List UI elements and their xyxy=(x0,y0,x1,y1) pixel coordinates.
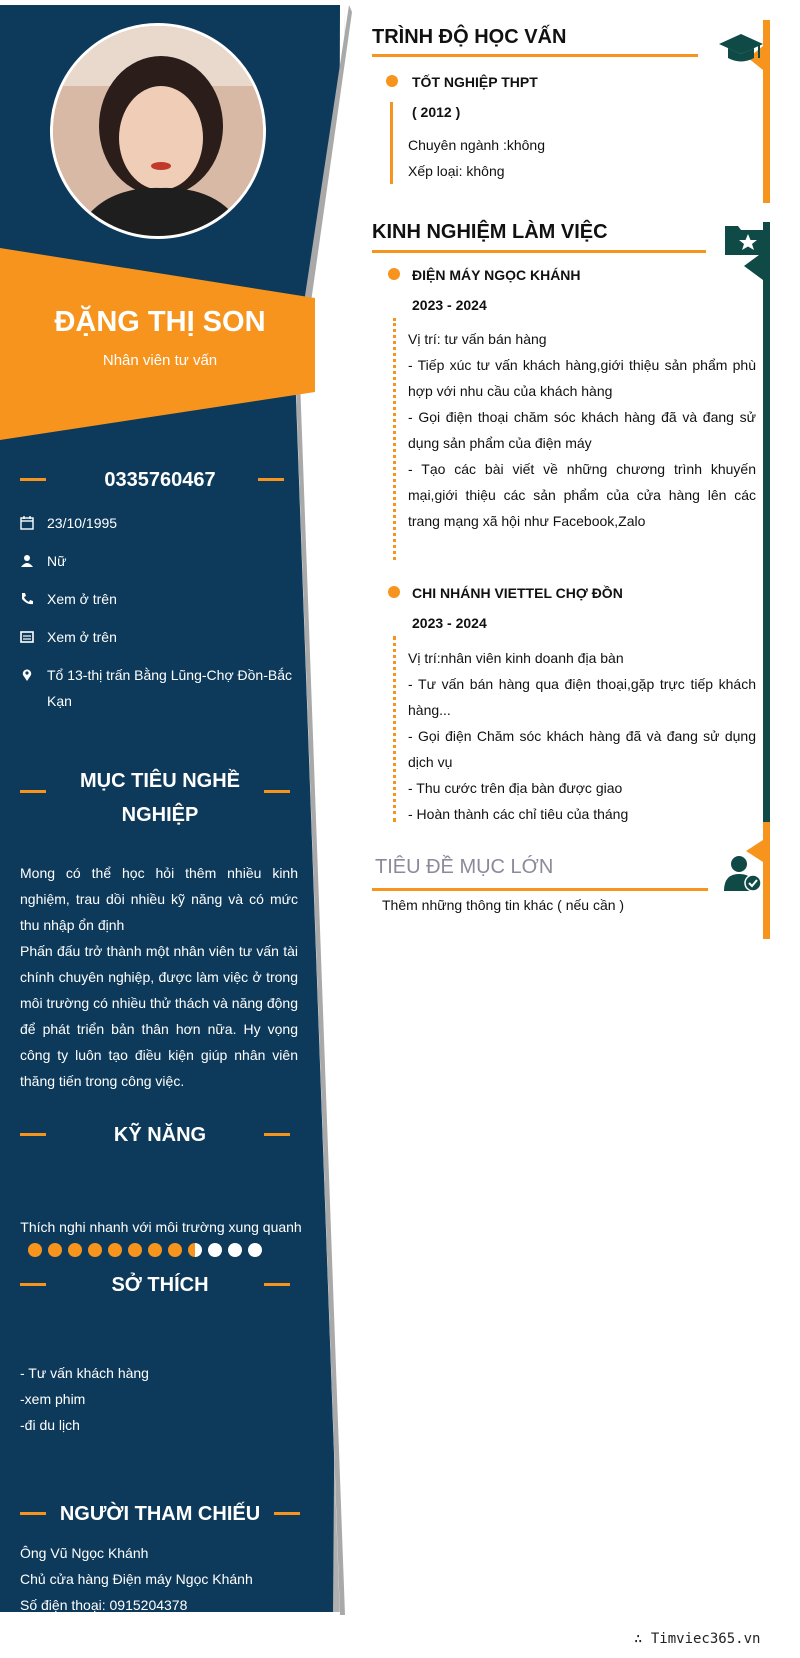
section-underline xyxy=(372,250,706,253)
reference-line: Chủ cửa hàng Điện máy Ngọc Khánh xyxy=(20,1571,253,1587)
job-title: Nhân viên tư vấn xyxy=(102,352,218,369)
email-text: Xem ở trên xyxy=(47,629,117,645)
job-detail: - Gọi điện thoại chăm sóc khách hàng đã và đang sử dụng sản phẩm của điện máy xyxy=(408,409,756,451)
divider-dash xyxy=(258,478,284,481)
job-detail: Vị trí: tư vấn bán hàng xyxy=(408,331,547,347)
experience-title: KINH NGHIỆM LÀM VIỆC xyxy=(372,221,608,243)
objective-title-line1: MỤC TIÊU NGHỀ xyxy=(80,770,240,792)
job-detail: Vị trí:nhân viên kinh doanh địa bàn xyxy=(408,650,624,666)
education-year: ( 2012 ) xyxy=(412,104,461,120)
skill-level-dot xyxy=(148,1243,162,1257)
extra-section-text: Thêm những thông tin khác ( nếu cần ) xyxy=(382,897,625,913)
folder-star-icon xyxy=(724,222,764,256)
objective-text: Mong có thể học hỏi thêm nhiều kinh nghiệm, trau dồi nhiều kỹ năng và có mức thu nhập ổn định Phấn đấu trở thành một nhân viên tư vấn tài chính chuyên nghiệp, được làm việc ở trong môi trường có nhiều thử thách và năng động để phát triển bản thân hơn nữa. Hy vọng công ty luôn tạo điều kiện giúp nhân viên thăng tiến trong công việc. xyxy=(20,865,298,1089)
skill-level-dot xyxy=(88,1243,102,1257)
job-detail: - Hoàn thành các chỉ tiêu của tháng xyxy=(408,806,629,822)
skill-name: Thích nghi nhanh với môi trường xung quanh xyxy=(20,1219,302,1235)
job-detail: - Gọi điện Chăm sóc khách hàng đã và đang sử dụng dịch vụ xyxy=(408,728,756,770)
divider-dash xyxy=(264,1133,290,1136)
section-underline xyxy=(372,888,708,891)
hobby-item: - Tư vấn khách hàng xyxy=(20,1365,149,1381)
timeline-dotted-line xyxy=(393,318,399,560)
timeline-bullet xyxy=(386,75,398,87)
section-underline xyxy=(372,54,698,57)
timeline-bar xyxy=(390,102,393,184)
skill-level-dot xyxy=(68,1243,82,1257)
email-icon xyxy=(20,630,34,644)
references-title: NGƯỜI THAM CHIẾU xyxy=(59,1503,261,1525)
skill-level-dot xyxy=(168,1243,182,1257)
user-check-icon xyxy=(724,854,762,892)
job-period: 2023 - 2024 xyxy=(412,615,487,631)
timeline-bullet xyxy=(388,586,400,598)
timeline-dotted-line xyxy=(393,636,399,822)
reference-line: Số điện thoại: 0915204378 xyxy=(20,1597,188,1613)
education-title: TRÌNH ĐỘ HỌC VẤN xyxy=(372,26,567,48)
objective-title-line2: NGHIỆP xyxy=(121,804,199,826)
divider-dash xyxy=(264,1283,290,1286)
address-text: Tổ 13-thị trấn Bằng Lũng-Chợ Đồn-Bắc Kạn xyxy=(47,667,292,709)
graduation-cap-icon xyxy=(718,32,764,66)
education-school: TỐT NGHIỆP THPT xyxy=(412,74,538,90)
education-major: Chuyên ngành :không xyxy=(408,137,545,153)
divider-dash xyxy=(264,790,290,793)
job-detail: - Thu cước trên địa bàn được giao xyxy=(408,780,623,796)
skill-level-dot xyxy=(128,1243,142,1257)
location-icon xyxy=(20,668,34,682)
timeline-bullet xyxy=(388,268,400,280)
candidate-name: ĐẶNG THỊ SON xyxy=(54,306,266,338)
job-detail: - Tiếp xúc tư vấn khách hàng,giới thiệu sản phẩm phù hợp với nhu cầu của khách hàng xyxy=(408,357,756,399)
avatar-photo xyxy=(53,26,266,239)
hobby-item: -đi du lịch xyxy=(20,1417,80,1433)
skill-level-dot xyxy=(228,1243,242,1257)
extra-section-title: TIÊU ĐỀ MỤC LỚN xyxy=(375,856,554,878)
job-company: ĐIỆN MÁY NGỌC KHÁNH xyxy=(412,267,581,283)
calendar-icon xyxy=(20,516,34,530)
hobby-item: -xem phim xyxy=(20,1391,86,1407)
footer-watermark: ∴ Timviec365.vn xyxy=(634,1631,761,1647)
avatar xyxy=(50,23,266,239)
hobbies-title: SỞ THÍCH xyxy=(111,1274,209,1296)
job-company: CHI NHÁNH VIETTEL CHỢ ĐỒN xyxy=(412,585,623,601)
phone-icon xyxy=(20,592,34,606)
skills-title: KỸ NĂNG xyxy=(113,1124,207,1146)
education-grade: Xếp loại: không xyxy=(408,163,505,179)
birthday-text: 23/10/1995 xyxy=(47,515,118,531)
divider-dash xyxy=(274,1512,300,1515)
skill-level-dot xyxy=(28,1243,42,1257)
phone-number: 0335760467 xyxy=(104,469,216,491)
gender-icon xyxy=(20,554,34,568)
skill-level-dot xyxy=(248,1243,262,1257)
job-detail: - Tư vấn bán hàng qua điện thoại,gặp trực tiếp khách hàng... xyxy=(408,676,756,718)
gender-text: Nữ xyxy=(47,553,67,569)
job-period: 2023 - 2024 xyxy=(412,297,487,313)
skill-level-dot xyxy=(188,1243,202,1257)
skill-level-dot xyxy=(108,1243,122,1257)
reference-line: Ông Vũ Ngọc Khánh xyxy=(20,1545,149,1561)
phone-text: Xem ở trên xyxy=(47,591,117,607)
job-detail: - Tạo các bài viết về những chương trình khuyến mại,giới thiệu các sản phẩm của cửa hàng lên các trang mạng xã hội như Facebook,Zalo xyxy=(408,461,756,529)
skill-level-dot xyxy=(48,1243,62,1257)
skill-level-dot xyxy=(208,1243,222,1257)
